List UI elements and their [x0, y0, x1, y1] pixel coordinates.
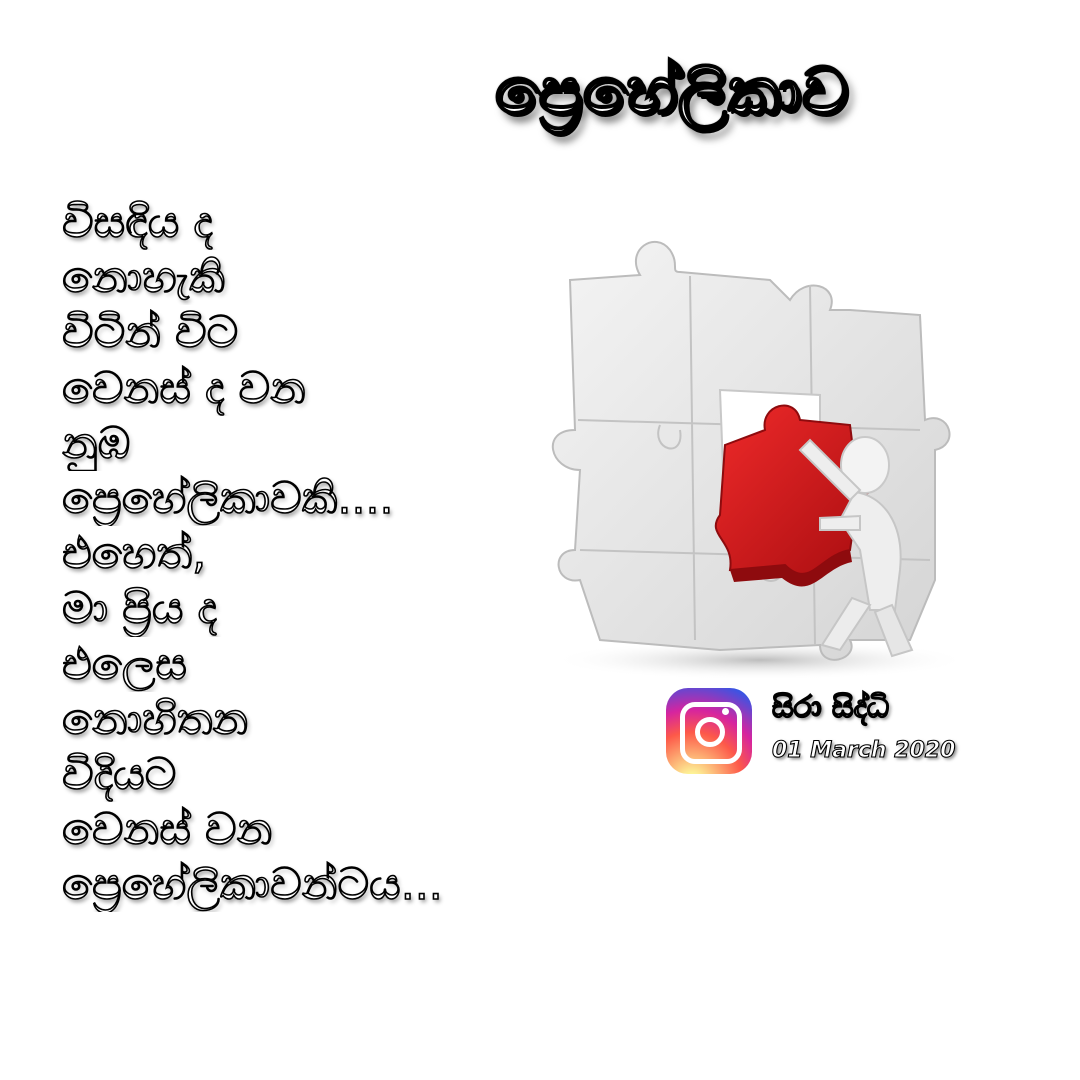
- post-date: 01 March 2020: [772, 738, 956, 763]
- puzzle-illustration: [520, 220, 980, 700]
- poem-line: එහෙත්,: [62, 528, 207, 580]
- author-name: සිරා සිද්ධි: [772, 690, 890, 725]
- page-title: ප්‍රෙහේලිකාව: [495, 55, 849, 129]
- poem-line: නුඹ: [62, 417, 131, 469]
- poem-line: විදියට: [62, 748, 177, 800]
- instagram-icon: [666, 688, 752, 774]
- instagram-flash-dot: [722, 708, 729, 715]
- poem-line: නොහැකි: [62, 252, 225, 304]
- poem-line: විසඳිය ද: [62, 197, 213, 248]
- poem-line: ප්‍රෙහේලිකාවකි....: [62, 472, 394, 524]
- poem-line: වෙනස් වන: [62, 804, 273, 856]
- poem-line: ප්‍රෙහේලිකාවන්ටය...: [62, 859, 443, 911]
- poem-line: නොහිතන: [62, 693, 249, 745]
- poem: [62, 195, 532, 912]
- instagram-lens: [695, 717, 725, 747]
- poem-line: විටින් විට: [62, 307, 239, 359]
- poem-line: වෙනස් ද වන: [62, 362, 306, 414]
- poem-line: එලෙස: [62, 638, 187, 690]
- poem-line: මා ප්‍රිය ද: [62, 583, 218, 635]
